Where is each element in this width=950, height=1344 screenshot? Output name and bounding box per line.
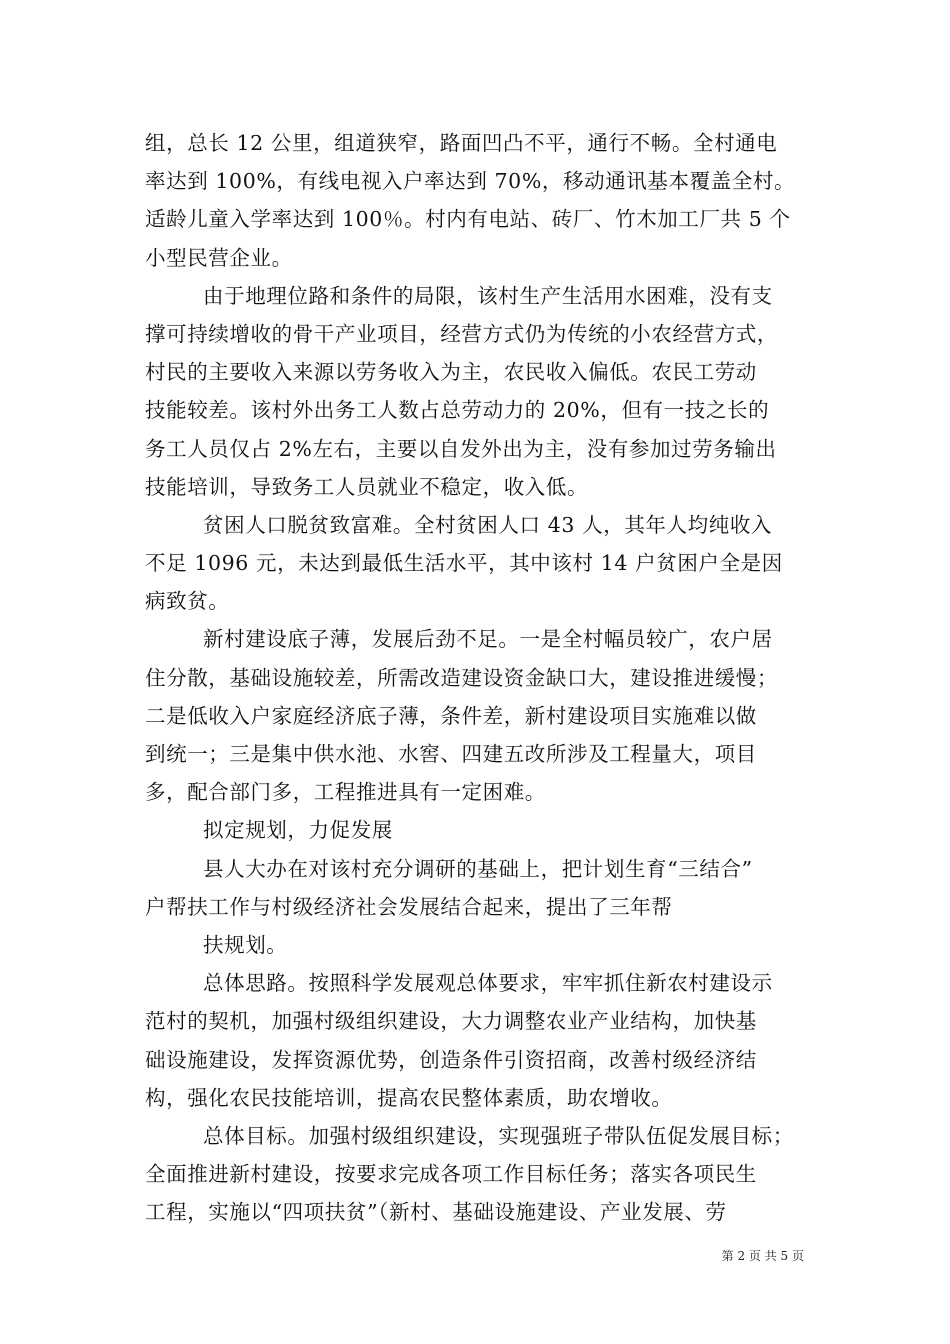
text-line: 由于地理位路和条件的局限，该村生产生活用水困难，没有支 <box>203 283 773 308</box>
section-heading: 拟定规划，力促发展 <box>203 818 393 843</box>
text-line: 工程，实施以“四项扶贫”（新村、基础设施建设、产业发展、劳 <box>145 1200 727 1225</box>
text-line: 务工人员仅占 2%左右，主要以自发外出为主，没有参加过劳务输出 <box>145 436 777 461</box>
text-line: 不足 1096 元，未达到最低生活水平，其中该村 14 户贫困户全是因 <box>145 551 783 576</box>
text-line: 础设施建设，发挥资源优势，创造条件引资招商，改善村级经济结 <box>145 1047 757 1072</box>
text-line: 新村建设底子薄，发展后劲不足。一是全村幅员较广，农户居 <box>203 627 773 652</box>
text-line: 住分散，基础设施较差，所需改造建设资金缺口大，建设推进缓慢； <box>145 665 778 690</box>
text-line: 户帮扶工作与村级经济社会发展结合起来，提出了三年帮 <box>145 894 673 919</box>
text-line: 技能较差。该村外出务工人数占总劳动力的 20%，但有一技之长的 <box>145 398 770 423</box>
text-line: 村民的主要收入来源以劳务收入为主，农民收入偏低。农民工劳动 <box>145 360 757 385</box>
page-number: 第 2 页 共 5 页 <box>721 1249 804 1263</box>
text-line: 扶规划。 <box>203 932 288 957</box>
text-line: 贫困人口脱贫致富难。全村贫困人口 43 人，其年人均纯收入 <box>203 512 773 537</box>
text-line: 适龄儿童入学率达到 100％。村内有电站、砖厂、竹木加工厂共 5 个 <box>145 207 791 232</box>
text-line: 总体目标。加强村级组织建设，实现强班子带队伍促发展目标； <box>203 1123 794 1148</box>
text-line: 二是低收入户家庭经济底子薄，条件差，新村建设项目实施难以做 <box>145 703 757 728</box>
text-line: 总体思路。按照科学发展观总体要求，牢牢抓住新农村建设示 <box>203 971 773 996</box>
text-line: 病致贫。 <box>145 589 230 614</box>
text-line: 组，总长 12 公里，组道狭窄，路面凹凸不平，通行不畅。全村通电 <box>145 131 778 155</box>
text-line: 构，强化农民技能培训，提高农民整体素质，助农增收。 <box>145 1085 673 1110</box>
text-line: 多，配合部门多，工程推进具有一定困难。 <box>145 780 546 805</box>
text-line: 全面推进新村建设，按要求完成各项工作目标任务；落实各项民生 <box>145 1162 757 1187</box>
text-line: 到统一；三是集中供水池、水窖、四建五改所涉及工程量大，项目 <box>145 742 757 766</box>
text-line: 县人大办在对该村充分调研的基础上，把计划生育“三结合” <box>203 856 753 881</box>
text-line: 率达到 100%，有线电视入户率达到 70%，移动通讯基本覆盖全村。 <box>145 169 796 194</box>
document-body <box>145 124 810 1231</box>
text-line: 范村的契机，加强村级组织建设，大力调整农业产业结构，加快基 <box>145 1009 757 1034</box>
text-line: 小型民营企业。 <box>145 245 293 270</box>
text-line: 撑可持续增收的骨干产业项目，经营方式仍为传统的小农经营方式， <box>145 321 778 346</box>
text-line: 技能培训，导致务工人员就业不稳定，收入低。 <box>145 474 589 499</box>
